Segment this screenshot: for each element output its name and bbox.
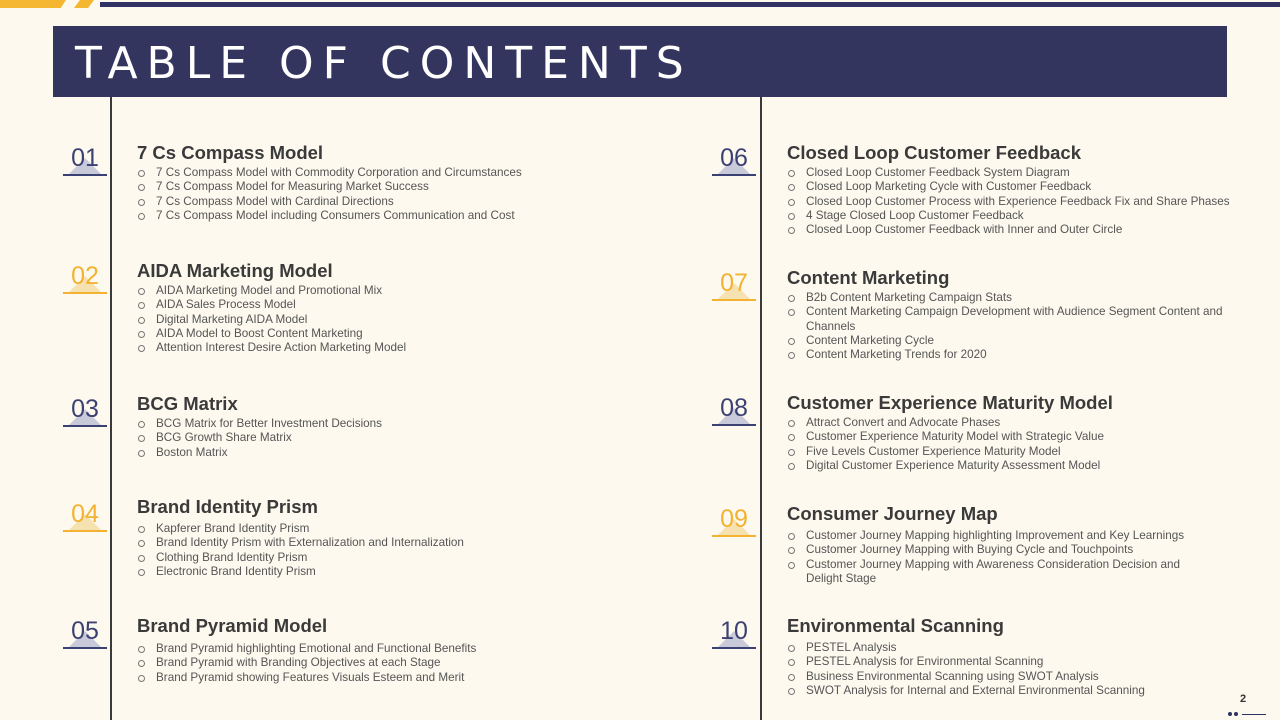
section-heading: Content Marketing [787,267,950,288]
section-number: 10 [720,617,748,645]
section-item: Brand Identity Prism with Externalization and Internalization [137,536,697,550]
section-item-list [787,291,1232,362]
section-item: Content Marketing Cycle [787,334,1232,348]
section-heading: AIDA Marketing Model [137,260,333,281]
section-item: PESTEL Analysis [787,641,1247,655]
section-item: Customer Experience Maturity Model with Strategic Value [787,430,1247,444]
section-number: 01 [71,144,99,172]
section-item: Business Environmental Scanning using SWOT Analysis [787,670,1247,684]
section-item: Clothing Brand Identity Prism [137,551,697,565]
section-number: 02 [71,262,99,290]
section-item: Closed Loop Customer Feedback System Diagram [787,166,1257,180]
section-number: 05 [71,617,99,645]
section-item: BCG Growth Share Matrix [137,431,697,445]
page-title: TABLE OF CONTENTS [75,38,693,89]
number-underline [63,425,107,427]
section-item: Electronic Brand Identity Prism [137,565,697,579]
section-number-badge [710,617,758,649]
section-item: AIDA Marketing Model and Promotional Mix [137,284,697,298]
section-item: 7 Cs Compass Model including Consumers Communication and Cost [137,209,697,223]
number-underline [63,292,107,294]
section-number: 09 [720,505,748,533]
section-item-list [787,641,1247,698]
left-divider [110,97,112,720]
section-item: 4 Stage Closed Loop Customer Feedback [787,209,1257,223]
section-item-list [137,417,697,460]
section-item: AIDA Model to Boost Content Marketing [137,327,697,341]
section-number: 03 [71,395,99,423]
number-underline [712,299,756,301]
section-item: Digital Customer Experience Maturity Assessment Model [787,459,1247,473]
section-item: SWOT Analysis for Internal and External Environmental Scanning [787,684,1247,698]
section-item-list [137,642,697,685]
section-heading: BCG Matrix [137,393,238,414]
section-number: 04 [71,500,99,528]
section-item: 7 Cs Compass Model with Commodity Corporation and Circumstances [137,166,697,180]
number-underline [712,647,756,649]
section-item: Five Levels Customer Experience Maturity Model [787,445,1247,459]
section-item-list [137,284,697,355]
number-underline [63,530,107,532]
section-item-list [787,166,1257,237]
section-item: Customer Journey Mapping highlighting Improvement and Key Learnings [787,529,1207,543]
section-item: Brand Pyramid with Branding Objectives at each Stage [137,656,697,670]
section-heading: Brand Identity Prism [137,496,318,517]
section-item: Customer Journey Mapping with Buying Cycle and Touchpoints [787,543,1207,557]
section-item-list [137,166,697,223]
top-accent-navy [100,2,1280,7]
section-number-badge [61,144,109,176]
section-number-badge [61,617,109,649]
section-item: B2b Content Marketing Campaign Stats [787,291,1232,305]
section-item: Attract Convert and Advocate Phases [787,416,1247,430]
section-number: 06 [720,144,748,172]
section-item: Brand Pyramid showing Features Visuals Esteem and Merit [137,671,697,685]
number-underline [712,535,756,537]
number-underline [63,174,107,176]
section-number-badge [710,505,758,537]
section-item: Boston Matrix [137,446,697,460]
section-number-badge [61,262,109,294]
section-heading: Consumer Journey Map [787,503,998,524]
section-number-badge [61,395,109,427]
section-number: 07 [720,269,748,297]
section-item: Attention Interest Desire Action Marketing Model [137,341,697,355]
section-item: Kapferer Brand Identity Prism [137,522,697,536]
number-underline [63,647,107,649]
section-item: PESTEL Analysis for Environmental Scanning [787,655,1247,669]
section-number-badge [710,269,758,301]
section-item: 7 Cs Compass Model for Measuring Market Success [137,180,697,194]
section-heading: Closed Loop Customer Feedback [787,142,1081,163]
section-item: 7 Cs Compass Model with Cardinal Directions [137,195,697,209]
number-underline [712,174,756,176]
section-item-list [137,522,697,579]
section-number-badge [710,144,758,176]
section-item: Closed Loop Customer Feedback with Inner and Outer Circle [787,223,1257,237]
section-number: 08 [720,394,748,422]
section-item: Closed Loop Customer Process with Experience Feedback Fix and Share Phases [787,195,1257,209]
title-band [53,26,1227,97]
section-heading: Brand Pyramid Model [137,615,328,636]
section-item: Digital Marketing AIDA Model [137,313,697,327]
section-heading: 7 Cs Compass Model [137,142,324,163]
section-item-list [787,416,1247,473]
top-accent-yellow [0,0,96,8]
section-item: AIDA Sales Process Model [137,298,697,312]
number-underline [712,424,756,426]
section-heading: Customer Experience Maturity Model [787,392,1113,413]
corner-decoration [1228,712,1268,718]
section-item-list [787,529,1207,586]
section-item: Brand Pyramid highlighting Emotional and Functional Benefits [137,642,697,656]
section-number-badge [61,500,109,532]
section-heading: Environmental Scanning [787,615,1004,636]
section-item: Content Marketing Campaign Development with Audience Segment Content and Channels [787,305,1232,334]
section-item: Content Marketing Trends for 2020 [787,348,1232,362]
center-divider [760,97,762,720]
section-item: Closed Loop Marketing Cycle with Customer Feedback [787,180,1257,194]
section-item: Customer Journey Mapping with Awareness Consideration Decision and Delight Stage [787,558,1207,587]
section-item: BCG Matrix for Better Investment Decisions [137,417,697,431]
page-number: 2 [1240,693,1247,705]
section-number-badge [710,394,758,426]
